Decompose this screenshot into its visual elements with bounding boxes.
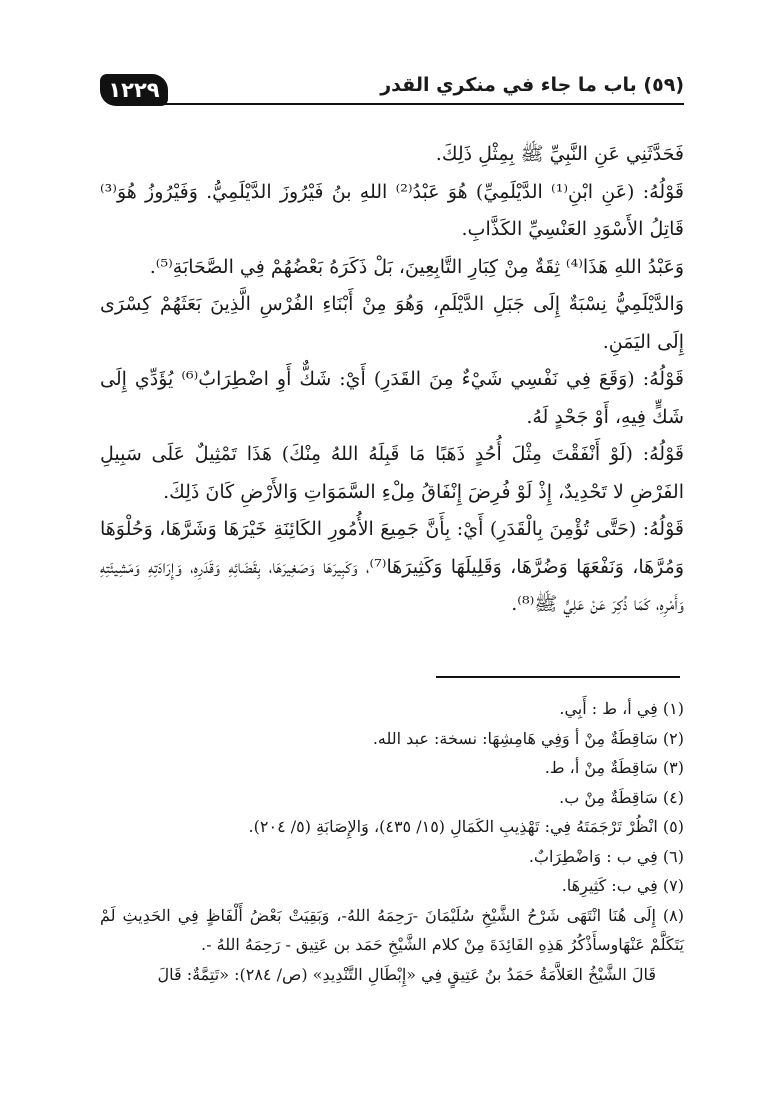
page-header: [100, 72, 684, 112]
footnote-continuation: قَالَ الشَّيْخُ العَلاَّمَةُ حَمَدُ بنُ عَتِيقٍ فِي «إِبْطَالِ التَّنْدِيدِ» (ص/ ٢٨٤): «تَتِمَّةٌ: قَالَ: [157, 964, 656, 984]
footnote: (٧) فِي ب: كَثِيرِهَا.: [561, 876, 684, 895]
paragraph: وَعَبْدُ اللهِ هَذَا⁽⁴⁾ ثِقَةٌ مِنْ كِبَارِ التَّابِعِينَ، بَلْ ذَكَرَهُ بَعْضُهُمْ فِي الصَّحَابَةِ⁽⁵⁾.: [149, 255, 684, 278]
paragraph: قَوْلُهُ: (وَقَعَ فِي نَفْسِي شَيْءٌ مِنَ القَدَرِ) أَيْ: شَكٌّ أَوِ اضْطِرَابٌ⁽⁶⁾ يُؤَدِّي إِلَى شَكٍّ فِيهِ، أَوْ جَحْدٍ لَهُ.: [100, 368, 684, 428]
footnote-separator: [436, 676, 680, 678]
header-rule: [164, 103, 684, 105]
paragraph: قَوْلُهُ: (لَوْ أَنْفَقْتَ مِثْلَ أُحُدٍ ذَهَبًا مَا قَبِلَهُ اللهُ مِنْكَ) هَذَا تَمْثِيلٌ عَلَى سَبِيلِ الفَرْضِ لا تَحْدِيدٌ، إِذْ لَوْ فُرِضَ إِنْفَاقُ مِلْءِ السَّمَوَاتِ وَالأَرْضِ كَانَ ذَلِكَ.: [100, 443, 684, 503]
page-number: ١٢٢٩: [100, 74, 168, 106]
main-text: [100, 136, 684, 624]
footnotes: [100, 694, 684, 989]
footnote: (٤) سَاقِطَةٌ مِنْ ب.: [559, 787, 684, 807]
paragraph: فَحَدَّثَنِي عَنِ النَّبِيِّ ﷺ بِمِثْلِ ذَلِكَ.: [435, 143, 684, 165]
footnote: (٥) انْظُرْ تَرْجَمَتَهُ فِي: تَهْذِيبِ الكَمَالِ (١٥/ ٤٣٥)، وَالإِصَابَةِ (٥/ ٢٠٤).: [248, 817, 684, 836]
footnote: (٢) سَاقِطَةٌ مِنْ أ وَفِي هَامِشِهَا: نسخة: عبد الله.: [372, 728, 684, 748]
footnote: (١) فِي أ، ط : أَبِي.: [559, 699, 684, 718]
paragraph: قَوْلُهُ: (حَتَّى تُؤْمِنَ بِالْقَدَرِ) أَيْ: بِأَنَّ جَمِيعَ الأُمُورِ الكَائِنَةِ خَيْرَهَا وَشَرَّهَا، وَحُلْوَهَا وَمُرَّهَا، وَنَفْعَهَا وَضُرَّهَا، وَقَلِيلَهَا وَكَثِيرَهَا⁽⁷⁾، وَكَبِيرَهَا وَصَغِيرَهَا، بِقَضَائِهِ وَقَدَرِهِ، وَإِرَادَتِهِ وَمَشِيئَتِهِ وَأَمْرِهِ، كَمَا ذُكِرَ عَنْ عَلِيٍّ ﷺ⁽⁸⁾.: [100, 518, 684, 615]
footnote: (٣) سَاقِطَةٌ مِنْ أ، ط.: [544, 758, 684, 777]
paragraph: وَالدَّيْلَمِيُّ نِسْبَةٌ إِلَى جَبَلِ الدَّيْلَمِ، وَهُوَ مِنْ أَبْنَاءِ الفُرْسِ الَّذِينَ بَعَثَهُمْ كِسْرَى إِلَى اليَمَنِ.: [100, 293, 684, 353]
footnote: (٦) فِي ب : وَاضْطِرَابٌ.: [528, 846, 684, 866]
chapter-title: (٥٩) باب ما جاء في منكري القدر: [380, 74, 684, 96]
footnote: (٨) إِلَى هُنَا انْتَهَى شَرْحُ الشَّيْخِ سُلَيْمَانَ -رَحِمَهُ اللهُ-، وَبَقِيَتْ بَعْضُ أَلْفَاظٍ فِي الحَدِيثِ لَمْ يَتَكَلَّمْ عَنْهَاوسأَذْكُرُ هَذِهِ الفَائِدَةَ مِنْ كلام الشَّيْخِ حَمَد بن عَتِيق - رَحِمَهُ اللهُ -.: [100, 905, 684, 954]
paragraph: قَوْلُهُ: (عَنِ ابْنِ⁽¹⁾ الدَّيْلَمِيِّ) هُوَ عَبْدُ⁽²⁾ اللهِ بنُ فَيْرُوزَ الدَّيْلَمِيُّ. وَفَيْرُوزُ هُوَ⁽³⁾ قَاتِلُ الأَسْوَدِ العَنْسِيِّ الكَذَّابِ.: [100, 180, 685, 240]
